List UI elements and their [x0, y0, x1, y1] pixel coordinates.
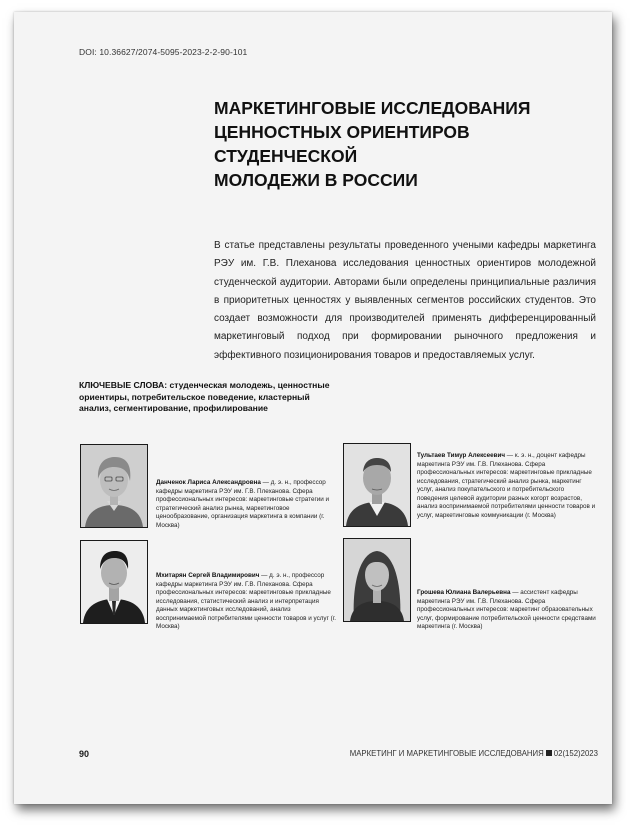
- author-name: Данченок Лариса Александровна: [156, 479, 261, 486]
- author-name: Мхитарян Сергей Владимирович: [156, 572, 260, 579]
- abstract: В статье представлены результаты проведенного учеными кафедры маркетинга РЭУ им. Г.В. Плеханова исследования ценностных ориентиров молодежной студенческой аудитории. Авторами были определены принципиальные различия в приоритетных ценностях у выявленных сегментов российских студентов. Это создает возможности для производителей применять дифференцированный маркетинговый подход при формировании рыночного предложения и эффективного позиционирования товаров и предоставляемых услуг.: [214, 240, 596, 361]
- title-line: МОЛОДЕЖИ В РОССИИ: [214, 170, 418, 190]
- square-separator-icon: [546, 750, 552, 756]
- author-description: — д. э. н., профессор кафедры маркетинга РЭУ им. Г.В. Плеханова. Сфера профессиональных интересов: маркетинговые стратегии и стратегический анализ рынка, маркетинговое ценообразование, организация маркетинга в компании (г. Москва): [156, 479, 330, 529]
- author-photo: [343, 538, 411, 622]
- author-description: — д. э. н., профессор кафедры маркетинга РЭУ им. Г.В. Плеханова. Сфера профессиональных интересов: маркетинговые прикладные исследования, статистический анализ и интерпретация данных маркетинговых исследований, анализ воспринимаемой потребителями ценности товаров и услуг (г. Москва): [156, 572, 337, 630]
- author-bio: [156, 572, 336, 632]
- title-line: МАРКЕТИНГОВЫЕ ИССЛЕДОВАНИЯ: [214, 98, 531, 118]
- author-name: Тультаев Тимур Алексеевич: [417, 452, 506, 459]
- article-title: [214, 96, 594, 192]
- author-description: — к. э. н., доцент кафедры маркетинга РЭУ им. Г.В. Плеханова. Сфера профессиональных интересов: маркетинговые прикладные исследования, стратегический анализ рынка, маркетинг услуг, анализ покупательского и потребительского поведения целевой аудитории разных когорт возрастов, анализ воспринимаемой потребителями ценности товаров и услуг, маркетинговые коммуникации (г. Москва): [417, 452, 596, 519]
- journal-footer: [350, 749, 598, 758]
- author-description: — ассистент кафедры маркетинга РЭУ им. Г.В. Плеханова. Сфера профессиональных интересов: маркетинг образовательных услуг, формирование потребительской ценности средствами маркетинга (г. Москва): [417, 589, 596, 630]
- author-photo: [343, 443, 411, 527]
- author-photo: [80, 540, 148, 624]
- journal-name: МАРКЕТИНГ И МАРКЕТИНГОВЫЕ ИССЛЕДОВАНИЯ: [349, 749, 544, 758]
- author-bio: [417, 589, 597, 632]
- author-bio: [156, 479, 336, 530]
- journal-issue: 02(152)2023: [553, 749, 598, 758]
- author-bio: [417, 452, 597, 520]
- title-line: ЦЕННОСТНЫХ ОРИЕНТИРОВ СТУДЕНЧЕСКОЙ: [214, 122, 470, 166]
- keywords: КЛЮЧЕВЫЕ СЛОВА: студенческая молодежь, ценностные ориентиры, потребительское поведение, кластерный анализ, сегментирование, профилирование: [79, 380, 330, 413]
- journal-page: [14, 12, 612, 804]
- author-name: Грошева Юлиана Валерьевна: [417, 589, 511, 596]
- author-photo: [80, 444, 148, 528]
- doi: DOI: 10.36627/2074-5095-2023-2-2-90-101: [79, 47, 248, 57]
- page-number: 90: [79, 749, 90, 759]
